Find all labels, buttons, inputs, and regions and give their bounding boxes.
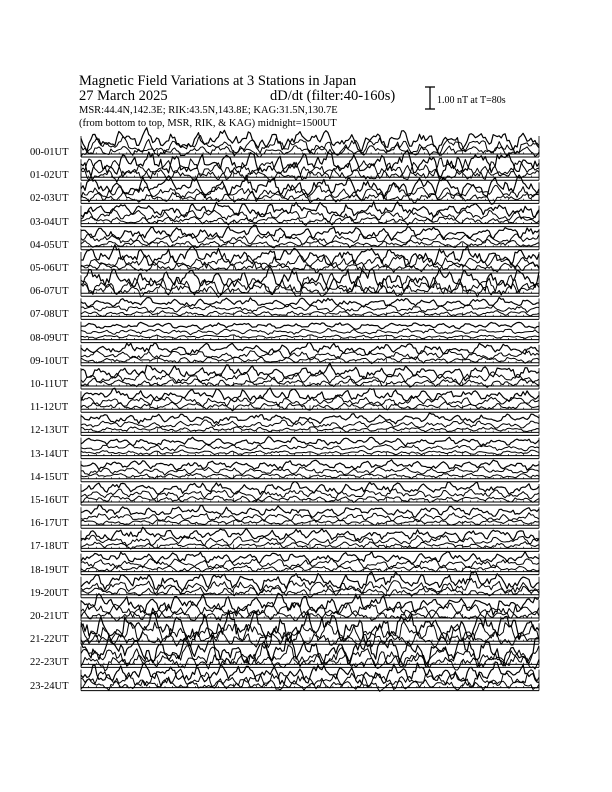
trace-kag [81,202,539,218]
hour-row [81,413,539,436]
trace-rik [81,395,539,407]
scale-bar [425,87,435,109]
hour-row [81,175,539,204]
hour-row [81,267,539,298]
hour-row [81,363,539,389]
hour-label: 22-23UT [30,657,69,669]
hour-label: 06-07UT [30,286,69,298]
hour-row [81,245,539,273]
hour-label: 01-02UT [30,170,69,182]
minute-ticks [81,614,539,618]
hour-label: 14-15UT [30,471,69,483]
trace-kag [81,527,539,541]
station-coordinates: MSR:44.4N,142.3E; RIK:43.5N,143.8E; KAG:31.5N,130.7E [79,105,338,116]
trace-kag [81,322,539,329]
trace-rik [81,136,539,156]
hour-label: 00-01UT [30,147,69,158]
hour-label: 05-06UT [30,263,69,274]
hour-label: 07-08UT [30,309,69,321]
trace-rik [81,329,539,335]
trace-msr [81,678,539,691]
trace-kag [81,413,539,424]
hour-label: 09-10UT [30,355,69,367]
hour-label: 23-24UT [30,680,69,692]
chart-mode: dD/dt (filter:40-160s) [270,88,396,104]
trace-kag [81,571,539,591]
hour-label: 02-03UT [30,193,69,205]
hour-row [81,505,539,529]
hour-label: 03-04UT [30,216,69,228]
hour-row [81,150,539,182]
hour-label: 10-11UT [30,379,69,390]
hour-row [81,128,539,157]
hour-label: 19-20UT [30,587,69,599]
hour-row [81,662,539,691]
hour-row [81,482,539,505]
hour-label: 15-16UT [30,495,69,506]
hour-row [81,225,539,250]
trace-kag [81,552,539,564]
hour-label: 21-22UT [30,634,69,646]
hour-label: 11-12UT [30,402,69,414]
hour-row [81,322,539,343]
hour-label: 20-21UT [30,611,69,622]
hour-label: 18-19UT [30,564,69,576]
trace-kag [81,593,539,615]
hour-row [81,202,539,227]
trace-rik [81,444,539,451]
trace-kag [81,245,539,267]
trace-rik [81,253,539,270]
trace-msr [81,165,539,182]
hour-row [81,388,539,412]
hour-label: 13-14UT [30,448,69,460]
hour-label: 16-17UT [30,518,69,530]
trace-kag [81,460,539,470]
hour-label: 17-18UT [30,541,69,553]
hour-row [81,343,539,366]
scale-label: 1.00 nT at T=80s [437,95,506,106]
station-order-note: (from bottom to top, MSR, RIK, & KAG) midnight=1500UT [79,118,337,129]
trace-kag [81,437,539,447]
hour-row [81,437,539,459]
hour-label: 08-09UT [30,332,69,344]
chart-title: Magnetic Field Variations at 3 Stations in Japan [79,73,357,89]
hour-row [81,460,539,482]
hour-row [81,527,539,551]
chart-date: 27 March 2025 [79,88,168,104]
trace-kag [81,662,539,684]
trace-kag [81,128,539,152]
hour-row [81,297,539,319]
hour-label: 04-05UT [30,239,69,251]
hour-label: 12-13UT [30,425,69,437]
hour-row [81,552,539,575]
hour-rows [81,128,539,692]
